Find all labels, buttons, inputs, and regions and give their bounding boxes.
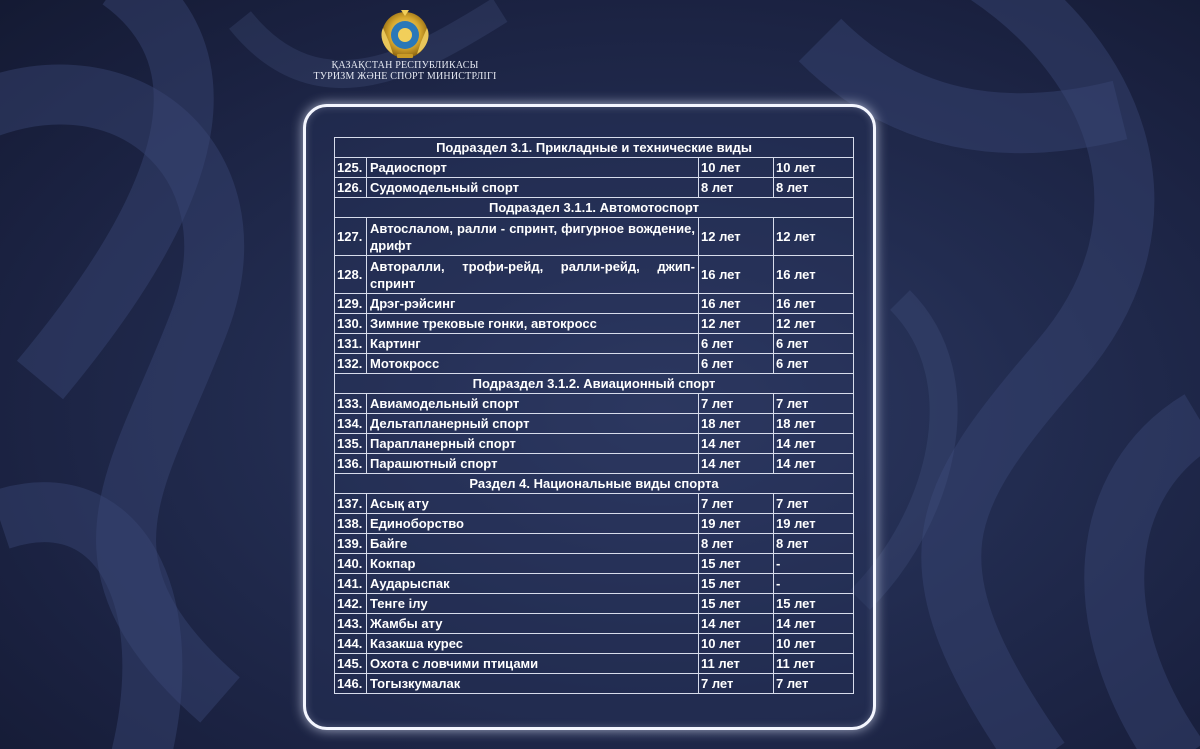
age-value-1: 14 лет — [699, 614, 774, 634]
table-row — [335, 158, 854, 178]
age-value-2: 10 лет — [774, 158, 854, 178]
sport-name: Авиамодельный спорт — [367, 394, 699, 414]
age-value-1: 10 лет — [699, 634, 774, 654]
age-value-2: 19 лет — [774, 514, 854, 534]
row-number: 139. — [335, 534, 367, 554]
table-row — [335, 494, 854, 514]
age-value-1: 15 лет — [699, 574, 774, 594]
row-number: 130. — [335, 314, 367, 334]
age-value-1: 14 лет — [699, 434, 774, 454]
age-value-1: 8 лет — [699, 534, 774, 554]
section-row — [335, 374, 854, 394]
age-value-2: 7 лет — [774, 674, 854, 694]
sport-name: Кокпар — [367, 554, 699, 574]
age-value-2: 7 лет — [774, 394, 854, 414]
age-value-2: 7 лет — [774, 494, 854, 514]
sport-name: Байге — [367, 534, 699, 554]
table-row — [335, 294, 854, 314]
table-row — [335, 674, 854, 694]
table-row — [335, 534, 854, 554]
table-row — [335, 654, 854, 674]
row-number: 134. — [335, 414, 367, 434]
row-number: 135. — [335, 434, 367, 454]
table-row — [335, 434, 854, 454]
sport-name: Парашютный спорт — [367, 454, 699, 474]
age-value-1: 6 лет — [699, 354, 774, 374]
age-value-1: 12 лет — [699, 314, 774, 334]
row-number: 128. — [335, 256, 367, 294]
age-value-1: 7 лет — [699, 394, 774, 414]
row-number: 140. — [335, 554, 367, 574]
age-value-2: - — [774, 574, 854, 594]
section-title: Раздел 4. Национальные виды спорта — [335, 474, 854, 494]
row-number: 145. — [335, 654, 367, 674]
row-number: 129. — [335, 294, 367, 314]
sport-name: Дельтапланерный спорт — [367, 414, 699, 434]
row-number: 127. — [335, 218, 367, 256]
age-value-2: 10 лет — [774, 634, 854, 654]
ministry-name-line1: ҚАЗАҚСТАН РЕСПУБЛИКАСЫ — [331, 60, 479, 71]
sport-name: Зимние трековые гонки, автокросс — [367, 314, 699, 334]
age-value-2: 16 лет — [774, 256, 854, 294]
age-value-1: 18 лет — [699, 414, 774, 434]
sport-name: Радиоспорт — [367, 158, 699, 178]
table-row — [335, 574, 854, 594]
table-row — [335, 614, 854, 634]
table-row — [335, 314, 854, 334]
ministry-name-line2: ТУРИЗМ ЖӘНЕ СПОРТ МИНИСТРЛІГІ — [313, 71, 497, 82]
ministry-header — [300, 8, 510, 82]
age-value-2: 11 лет — [774, 654, 854, 674]
age-value-2: 12 лет — [774, 314, 854, 334]
section-row — [335, 198, 854, 218]
sport-name: Тенге ілу — [367, 594, 699, 614]
age-value-1: 16 лет — [699, 256, 774, 294]
age-value-1: 10 лет — [699, 158, 774, 178]
row-number: 143. — [335, 614, 367, 634]
section-title: Подраздел 3.1.1. Автомотоспорт — [335, 198, 854, 218]
age-value-2: 8 лет — [774, 178, 854, 198]
row-number: 125. — [335, 158, 367, 178]
table-row — [335, 394, 854, 414]
section-title: Подраздел 3.1. Прикладные и технические виды — [335, 138, 854, 158]
table-row — [335, 594, 854, 614]
state-emblem-icon — [377, 8, 433, 60]
sport-name: Жамбы ату — [367, 614, 699, 634]
age-value-1: 15 лет — [699, 594, 774, 614]
age-value-2: 14 лет — [774, 614, 854, 634]
age-value-2: - — [774, 554, 854, 574]
sport-name: Парапланерный спорт — [367, 434, 699, 454]
ministry-name — [300, 60, 510, 82]
sports-age-table — [334, 137, 854, 694]
table-row — [335, 454, 854, 474]
sport-name: Асық ату — [367, 494, 699, 514]
age-value-2: 18 лет — [774, 414, 854, 434]
age-value-1: 16 лет — [699, 294, 774, 314]
age-value-1: 12 лет — [699, 218, 774, 256]
table-row — [335, 256, 854, 294]
row-number: 137. — [335, 494, 367, 514]
row-number: 144. — [335, 634, 367, 654]
age-value-2: 6 лет — [774, 334, 854, 354]
table-row — [335, 514, 854, 534]
age-value-2: 14 лет — [774, 454, 854, 474]
table-row — [335, 634, 854, 654]
age-value-1: 19 лет — [699, 514, 774, 534]
age-value-1: 15 лет — [699, 554, 774, 574]
sport-name: Аударыспак — [367, 574, 699, 594]
table-row — [335, 414, 854, 434]
sport-name: Картинг — [367, 334, 699, 354]
sport-name: Автослалом, ралли - спринт, фигурное вождение, дрифт — [367, 218, 699, 256]
table-row — [335, 554, 854, 574]
sport-name: Авторалли, трофи-рейд, ралли-рейд, джип-спринт — [367, 256, 699, 294]
row-number: 141. — [335, 574, 367, 594]
row-number: 136. — [335, 454, 367, 474]
row-number: 132. — [335, 354, 367, 374]
row-number: 131. — [335, 334, 367, 354]
sport-name: Охота с ловчими птицами — [367, 654, 699, 674]
age-value-2: 14 лет — [774, 434, 854, 454]
age-value-1: 8 лет — [699, 178, 774, 198]
age-value-1: 14 лет — [699, 454, 774, 474]
row-number: 138. — [335, 514, 367, 534]
age-value-2: 12 лет — [774, 218, 854, 256]
sport-name: Единоборство — [367, 514, 699, 534]
table-row — [335, 334, 854, 354]
age-value-2: 16 лет — [774, 294, 854, 314]
sport-name: Мотокросс — [367, 354, 699, 374]
table-row — [335, 218, 854, 256]
sport-name: Дрэг-рэйсинг — [367, 294, 699, 314]
sport-name: Тогызкумалак — [367, 674, 699, 694]
age-value-1: 7 лет — [699, 674, 774, 694]
row-number: 133. — [335, 394, 367, 414]
age-value-2: 8 лет — [774, 534, 854, 554]
age-value-1: 7 лет — [699, 494, 774, 514]
age-value-2: 15 лет — [774, 594, 854, 614]
age-value-2: 6 лет — [774, 354, 854, 374]
age-value-1: 6 лет — [699, 334, 774, 354]
age-value-1: 11 лет — [699, 654, 774, 674]
table-row — [335, 354, 854, 374]
section-row — [335, 138, 854, 158]
row-number: 146. — [335, 674, 367, 694]
row-number: 142. — [335, 594, 367, 614]
table-row — [335, 178, 854, 198]
section-title: Подраздел 3.1.2. Авиационный спорт — [335, 374, 854, 394]
section-row — [335, 474, 854, 494]
row-number: 126. — [335, 178, 367, 198]
sport-name: Казакша курес — [367, 634, 699, 654]
sport-name: Судомодельный спорт — [367, 178, 699, 198]
